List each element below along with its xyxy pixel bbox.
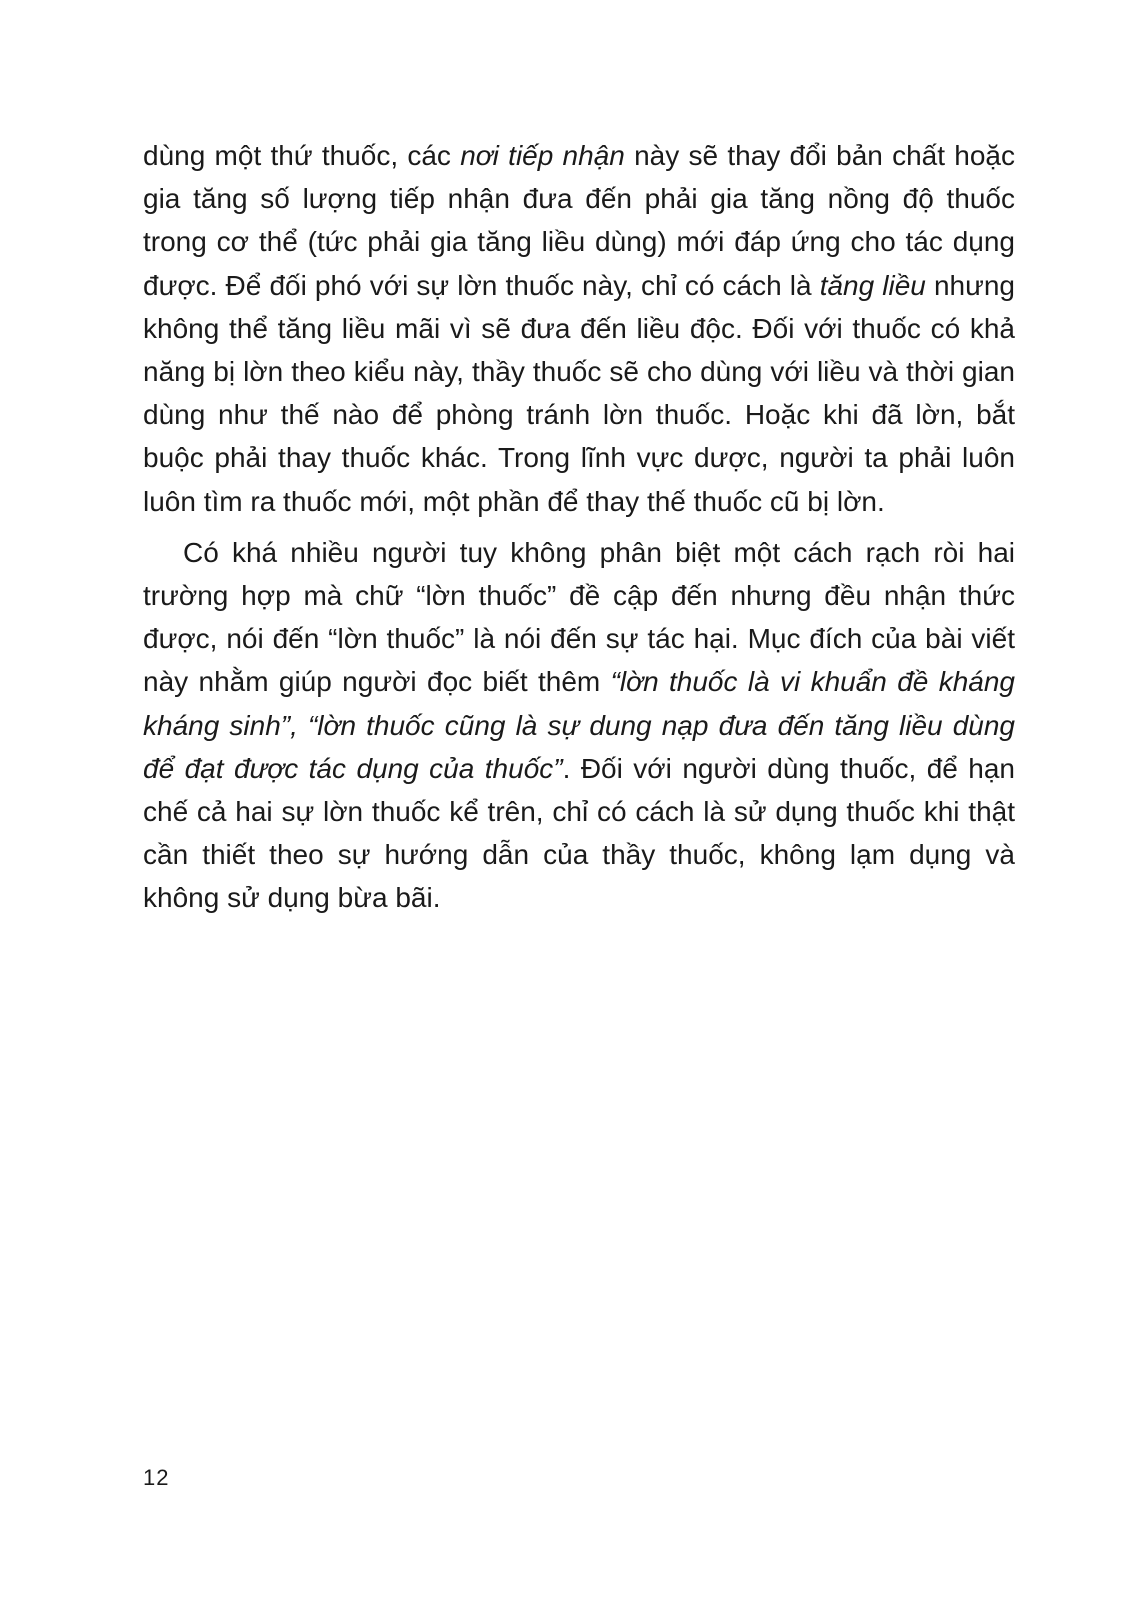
paragraph-continued	[143, 134, 1015, 523]
text-run: dùng một thứ thuốc, các	[143, 140, 461, 171]
italic-quote: “lờn thuốc là vi khuẩn đề kháng kháng sinh”, “lờn thuốc cũng là sự dung nạp đưa đến tăng liều dùng để đạt được tác dụng của thuốc”	[143, 666, 1016, 784]
page-number: 12	[143, 1465, 170, 1490]
text-run: này sẽ thay đổi bản chất hoặc gia tăng số lượng tiếp nhận đưa đến phải gia tăng nồng độ thuốc trong cơ thể (tức phải gia tăng liều dùng) mới đáp ứng cho tác dụng được. Để đối phó với sự lờn thuốc này, chỉ có cách là	[143, 140, 1015, 301]
italic-term: nơi tiếp nhận	[460, 140, 625, 171]
text-run: . Đối với người dùng thuốc, để hạn chế cả hai sự lờn thuốc kể trên, chỉ có cách là sử dụng thuốc khi thật cần thiết theo sự hướng dẫn của thầy thuốc, không lạm dụng và không sử dụng bừa bãi.	[143, 752, 1016, 914]
italic-term: tăng liều	[819, 269, 926, 301]
text-run: Có khá nhiều người tuy không phân biệt một cách rạch ròi hai trường hợp mà chữ “lờn thuốc” đề cập đến nhưng đều nhận thức được, nói đến “lờn thuốc” là nói đến sự tác hại. Mục đích của bài viết này nhằm giúp người đọc biết thêm	[143, 536, 1015, 698]
paragraph-conclusion	[143, 531, 1015, 920]
body-text	[143, 134, 1015, 920]
text-run: nhưng không thể tăng liều mãi vì sẽ đưa đến liều độc. Đối với thuốc có khả năng bị lờn theo kiểu này, thầy thuốc sẽ cho dùng với liều và thời gian dùng như thế nào để phòng tránh lờn thuốc. Hoặc khi đã lờn, bắt buộc phải thay thuốc khác. Trong lĩnh vực dược, người ta phải luôn luôn tìm ra thuốc mới, một phần để thay thế thuốc cũ bị lờn.	[143, 269, 1016, 517]
